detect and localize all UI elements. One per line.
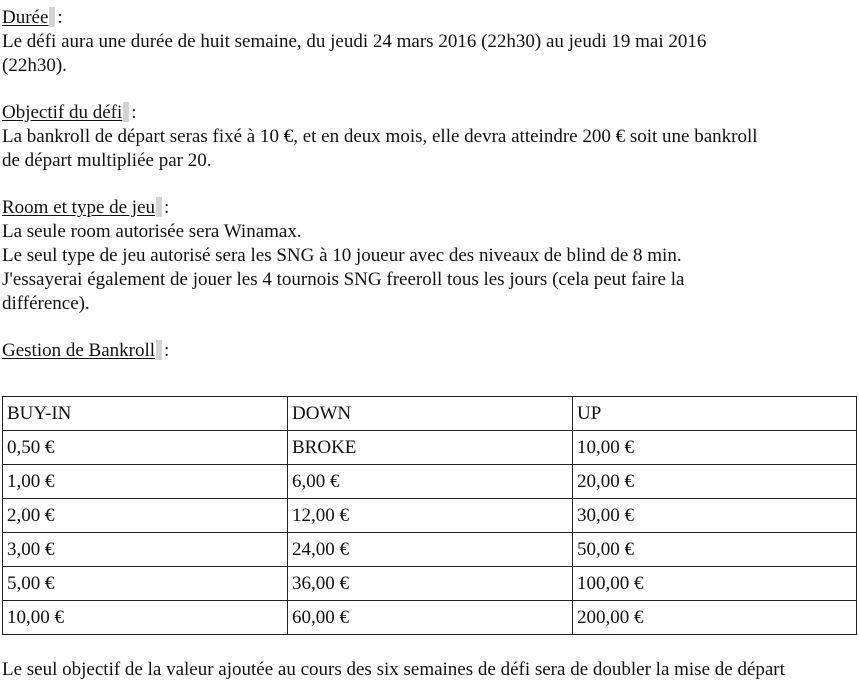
table-row [3, 533, 857, 567]
table-cell-buyin: 2,00 € [3, 499, 288, 533]
table-row [3, 465, 857, 499]
table-cell-up: 50,00 € [573, 533, 857, 567]
paragraph-line: La seule room autorisée sera Winamax. [2, 221, 302, 242]
table-cell-buyin: 3,00 € [3, 533, 288, 567]
table-row [3, 499, 857, 533]
selection-marker [156, 340, 162, 360]
table-cell-buyin: 0,50 € [3, 431, 288, 465]
table-header-row [3, 397, 857, 431]
paragraph-line: Le défi aura une durée de huit semaine, du jeudi 24 mars 2016 (22h30) au jeudi 19 mai 2016 [2, 31, 707, 52]
paragraph-gap [2, 316, 856, 339]
heading-colon: : [131, 102, 137, 123]
paragraph-gap [2, 78, 856, 101]
table-row [3, 431, 857, 465]
heading-text: Durée [2, 7, 49, 28]
table-cell-down: BROKE [288, 431, 573, 465]
table-cell-down: 24,00 € [288, 533, 573, 567]
selection-marker [49, 7, 55, 27]
section-heading-gestion [2, 339, 856, 363]
table-cell-buyin: 1,00 € [3, 465, 288, 499]
selection-marker [156, 197, 162, 217]
table-cell-down: 60,00 € [288, 601, 573, 635]
paragraph-line: La bankroll de départ seras fixé à 10 €, et en deux mois, elle devra atteindre 200 € soit une bankroll [2, 126, 758, 147]
table-cell-up: 30,00 € [573, 499, 857, 533]
cropped-next-line [2, 658, 856, 680]
table-cell-up: 20,00 € [573, 465, 857, 499]
table-cell-up: 200,00 € [573, 601, 857, 635]
table-cell-up: 10,00 € [573, 431, 857, 465]
table-cell-down: 36,00 € [288, 567, 573, 601]
table-header-cell: DOWN [288, 397, 573, 431]
heading-text: Room et type de jeu [2, 197, 156, 218]
table-row [3, 601, 857, 635]
table-cell-down: 6,00 € [288, 465, 573, 499]
table-cell-down: 12,00 € [288, 499, 573, 533]
paragraph-gap [2, 173, 856, 196]
paragraph-line: J'essayerai également de jouer les 4 tournois SNG freeroll tous les jours (cela peut faire la [2, 269, 685, 290]
paragraph-line: différence). [2, 293, 90, 314]
section-heading-objectif [2, 101, 856, 125]
heading-text: Objectif du défi [2, 102, 123, 123]
table-header-cell: UP [573, 397, 857, 431]
table-row [3, 567, 857, 601]
table-cell-up: 100,00 € [573, 567, 857, 601]
section-heading-duree [2, 6, 856, 30]
table-header-cell: BUY-IN [3, 397, 288, 431]
section-heading-room [2, 196, 856, 220]
paragraph-line: (22h30). [2, 55, 67, 76]
heading-colon: : [164, 197, 170, 218]
document-body [2, 6, 856, 363]
paragraph-line: Le seul type de jeu autorisé sera les SNG à 10 joueur avec des niveaux de blind de 8 min. [2, 245, 682, 266]
heading-colon: : [57, 7, 63, 28]
selection-marker [123, 102, 129, 122]
heading-colon: : [164, 340, 170, 361]
table-cell-buyin: 10,00 € [3, 601, 288, 635]
table-cell-buyin: 5,00 € [3, 567, 288, 601]
heading-text: Gestion de Bankroll [2, 340, 156, 361]
bankroll-table [2, 396, 857, 635]
cropped-line-text: Le seul objectif de la valeur ajoutée au cours des six semaines de défi sera de doubler la mise de départ [2, 659, 785, 680]
paragraph-line: de départ multipliée par 20. [2, 150, 212, 171]
